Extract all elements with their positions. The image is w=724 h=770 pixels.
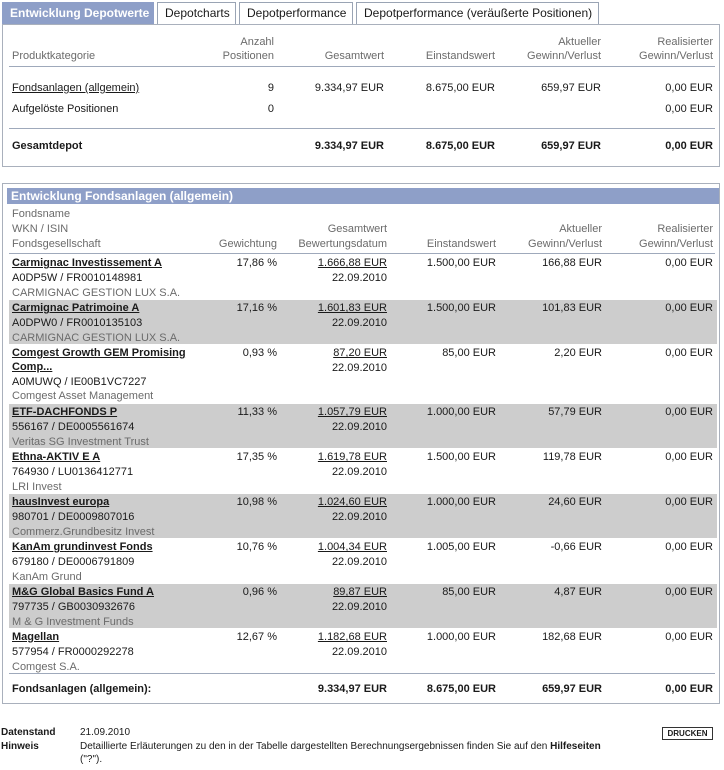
summary-realized: 0,00 EUR — [665, 82, 713, 94]
fund-id: 980701 / DE0009807016 — [12, 511, 135, 523]
fund-gain: 166,88 EUR — [542, 257, 602, 269]
fund-value-link[interactable]: 87,20 EUR — [333, 347, 387, 359]
funds-total-realized: 0,00 EUR — [665, 683, 713, 695]
fund-name-link[interactable]: Comgest Growth GEM Promising — [12, 347, 186, 359]
header-realisierter-gewinn-verlust: Gewinn/Verlust — [639, 238, 713, 250]
hinweis-label: Hinweis — [1, 741, 39, 752]
fund-date: 22.09.2010 — [331, 421, 387, 433]
fund-cost: 1.500,00 EUR — [426, 451, 496, 463]
fund-row — [9, 584, 717, 628]
fund-row — [9, 345, 717, 403]
header-gewichtung: Gewichtung — [218, 238, 277, 250]
fund-row — [9, 404, 717, 448]
fund-date: 22.09.2010 — [331, 601, 387, 613]
fund-company: Commerz.Grundbesitz Invest — [12, 526, 155, 538]
datenstand-value: 21.09.2010 — [80, 727, 131, 738]
fund-row — [9, 255, 717, 299]
fund-date: 22.09.2010 — [331, 317, 387, 329]
link-fondsanlagen[interactable]: Fondsanlagen (allgemein) — [12, 82, 140, 94]
fund-row — [9, 629, 717, 673]
label-aufgeloeste-positionen: Aufgelöste Positionen — [12, 103, 119, 115]
tab-depotcharts[interactable]: Depotcharts — [157, 2, 236, 24]
fund-realized: 0,00 EUR — [665, 302, 713, 314]
fund-weight: 12,67 % — [236, 631, 277, 643]
fund-company: LRI Invest — [12, 481, 62, 493]
fund-company: Comgest S.A. — [12, 661, 80, 673]
header-gewinn-verlust: Gewinn/Verlust — [527, 50, 601, 62]
fund-date: 22.09.2010 — [331, 646, 387, 658]
fund-company: Veritas SG Investment Trust — [12, 436, 149, 448]
fund-weight: 10,76 % — [236, 541, 277, 553]
header-wkn-isin: WKN / ISIN — [12, 223, 69, 235]
fund-gain: 57,79 EUR — [548, 406, 602, 418]
fund-weight: 0,93 % — [242, 347, 277, 359]
fund-value-link[interactable]: 1.004,34 EUR — [317, 541, 387, 553]
fund-company: M & G Investment Funds — [12, 616, 134, 628]
header-bewertungsdatum: Bewertungsdatum — [298, 238, 387, 250]
summary-count-closed: 0 — [267, 103, 274, 115]
header-realisierter: Realisierter — [657, 223, 713, 235]
fund-gain: 2,20 EUR — [554, 347, 602, 359]
fund-company: CARMIGNAC GESTION LUX S.A. — [12, 332, 181, 344]
fund-realized: 0,00 EUR — [665, 451, 713, 463]
fund-realized: 0,00 EUR — [665, 347, 713, 359]
header-anzahl: Anzahl — [240, 36, 274, 48]
fund-gain: 182,68 EUR — [542, 631, 602, 643]
fund-name-link[interactable]: Carmignac Investissement A — [12, 257, 162, 269]
fund-weight: 17,86 % — [236, 257, 277, 269]
fund-id: A0MUWQ / IE00B1VC7227 — [12, 376, 147, 388]
summary-panel — [2, 24, 720, 167]
fund-date: 22.09.2010 — [331, 556, 387, 568]
summary-gain: 659,97 EUR — [541, 82, 601, 94]
total-cost: 8.675,00 EUR — [425, 140, 495, 152]
fund-value-link[interactable]: 1.024,60 EUR — [317, 496, 387, 508]
total-value: 9.334,97 EUR — [314, 140, 384, 152]
fund-cost: 1.000,00 EUR — [426, 631, 496, 643]
header-gesamtwert: Gesamtwert — [324, 50, 384, 62]
header-produktkategorie: Produktkategorie — [12, 50, 96, 62]
tab-entwicklung-depotwerte[interactable]: Entwicklung Depotwerte — [2, 2, 154, 24]
header-aktueller: Aktueller — [558, 36, 601, 48]
fund-company: Comgest Asset Management — [12, 390, 154, 402]
fund-id: 577954 / FR0000292278 — [12, 646, 134, 658]
divider — [9, 66, 715, 67]
fund-value-link[interactable]: 1.601,83 EUR — [317, 302, 387, 314]
fund-realized: 0,00 EUR — [665, 541, 713, 553]
hinweis-text-cont: ("?"). — [80, 754, 103, 765]
fund-id: 556167 / DE0005561674 — [12, 421, 135, 433]
tab-depotperformance[interactable]: Depotperformance — [239, 2, 353, 24]
fund-weight: 17,16 % — [236, 302, 277, 314]
fund-weight: 10,98 % — [236, 496, 277, 508]
tab-depotperformance-veraeusserte[interactable]: Depotperformance (veräußerte Positionen) — [356, 2, 599, 24]
fund-date: 22.09.2010 — [331, 362, 387, 374]
summary-cost: 8.675,00 EUR — [425, 82, 495, 94]
fund-company: CARMIGNAC GESTION LUX S.A. — [12, 287, 181, 299]
fund-company: KanAm Grund — [12, 571, 82, 583]
fund-weight: 11,33 % — [237, 406, 277, 418]
fund-weight: 17,35 % — [236, 451, 277, 463]
tab-bar — [0, 2, 724, 24]
fund-value-link[interactable]: 1.666,88 EUR — [317, 257, 387, 269]
datenstand-label: Datenstand — [1, 727, 56, 738]
fund-gain: -0,66 EUR — [550, 541, 602, 553]
hinweis-text-main: Detaillierte Erläuterungen zu den in der Tabelle dargestellten Berechnungsergebnissen finden Sie auf den — [80, 741, 548, 752]
fund-gain: 119,78 EUR — [542, 451, 602, 463]
summary-realized-closed: 0,00 EUR — [665, 103, 713, 115]
label-gesamtdepot: Gesamtdepot — [12, 140, 83, 152]
header-einstandswert: Einstandswert — [426, 238, 496, 250]
header-aktueller: Aktueller — [559, 223, 602, 235]
fund-value-link[interactable]: 1.619,78 EUR — [317, 451, 387, 463]
fund-id: 764930 / LU0136412771 — [12, 466, 134, 478]
fund-date: 22.09.2010 — [331, 466, 387, 478]
fund-realized: 0,00 EUR — [665, 496, 713, 508]
fund-cost: 1.000,00 EUR — [426, 496, 496, 508]
fund-name-link[interactable]: ETF-DACHFONDS P — [12, 406, 118, 418]
fund-date: 22.09.2010 — [331, 511, 387, 523]
summary-count: 9 — [267, 82, 274, 94]
fund-realized: 0,00 EUR — [665, 406, 713, 418]
fund-cost: 1.500,00 EUR — [426, 302, 496, 314]
fund-row — [9, 300, 717, 344]
funds-total-gain: 659,97 EUR — [542, 683, 602, 695]
fund-row — [9, 494, 717, 538]
header-realisierter: Realisierter — [657, 36, 713, 48]
fund-name-link[interactable]: M&G Global Basics Fund A — [12, 586, 154, 598]
fund-value-link[interactable]: 1.057,79 EUR — [317, 406, 387, 418]
summary-value: 9.334,97 EUR — [314, 82, 384, 94]
fund-cost: 1.005,00 EUR — [426, 541, 496, 553]
fund-cost: 1.500,00 EUR — [426, 257, 496, 269]
header-fondsgesellschaft: Fondsgesellschaft — [12, 238, 101, 250]
fund-row — [9, 539, 717, 583]
fund-cost: 85,00 EUR — [442, 347, 496, 359]
fund-realized: 0,00 EUR — [665, 586, 713, 598]
fund-realized: 0,00 EUR — [665, 257, 713, 269]
fund-id: 797735 / GB0030932676 — [12, 601, 135, 613]
header-realisierter-gewinn-verlust: Gewinn/Verlust — [639, 50, 713, 62]
fund-name-link[interactable]: Carmignac Patrimoine A — [12, 302, 140, 314]
divider — [9, 673, 715, 674]
fund-name-link[interactable]: KanAm grundinvest Fonds — [12, 541, 153, 553]
header-positionen: Positionen — [222, 50, 274, 62]
fund-name-link[interactable]: hausInvest europa — [12, 496, 110, 508]
fund-cost: 1.000,00 EUR — [426, 406, 496, 418]
fund-id: 679180 / DE0006791809 — [12, 556, 135, 568]
fund-name-link[interactable]: Ethna-AKTIV E A — [12, 451, 101, 463]
fund-date: 22.09.2010 — [331, 272, 387, 284]
fund-row — [9, 449, 717, 493]
header-fondsname: Fondsname — [12, 208, 71, 220]
fund-gain: 24,60 EUR — [548, 496, 602, 508]
funds-total-value: 9.334,97 EUR — [317, 683, 387, 695]
header-einstandswert: Einstandswert — [425, 50, 495, 62]
funds-panel — [2, 183, 720, 704]
divider — [9, 253, 715, 254]
fund-weight: 0,96 % — [242, 586, 277, 598]
hilfeseiten-link[interactable]: Hilfeseiten — [550, 741, 601, 752]
fund-id: A0DPW0 / FR0010135103 — [12, 317, 143, 329]
funds-total-cost: 8.675,00 EUR — [426, 683, 496, 695]
print-button[interactable]: DRUCKEN — [662, 727, 713, 740]
divider — [9, 128, 715, 129]
fund-cost: 85,00 EUR — [442, 586, 496, 598]
header-gesamtwert: Gesamtwert — [327, 223, 387, 235]
fund-id: A0DP5W / FR0010148981 — [12, 272, 143, 284]
fund-gain: 4,87 EUR — [554, 586, 602, 598]
total-realized: 0,00 EUR — [665, 140, 713, 152]
fund-gain: 101,83 EUR — [542, 302, 602, 314]
funds-total-label: Fondsanlagen (allgemein): — [12, 683, 152, 695]
hinweis-text — [80, 740, 680, 753]
header-gewinn-verlust: Gewinn/Verlust — [528, 238, 602, 250]
total-gain: 659,97 EUR — [541, 140, 601, 152]
fund-value-link[interactable]: 89,87 EUR — [333, 586, 387, 598]
funds-panel-title: Entwicklung Fondsanlagen (allgemein) — [7, 188, 719, 204]
fund-realized: 0,00 EUR — [665, 631, 713, 643]
fund-value-link[interactable]: 1.182,68 EUR — [317, 631, 387, 643]
fund-name-link[interactable]: Magellan — [12, 631, 60, 643]
fund-name-link-cont[interactable]: Comp... — [12, 361, 53, 373]
